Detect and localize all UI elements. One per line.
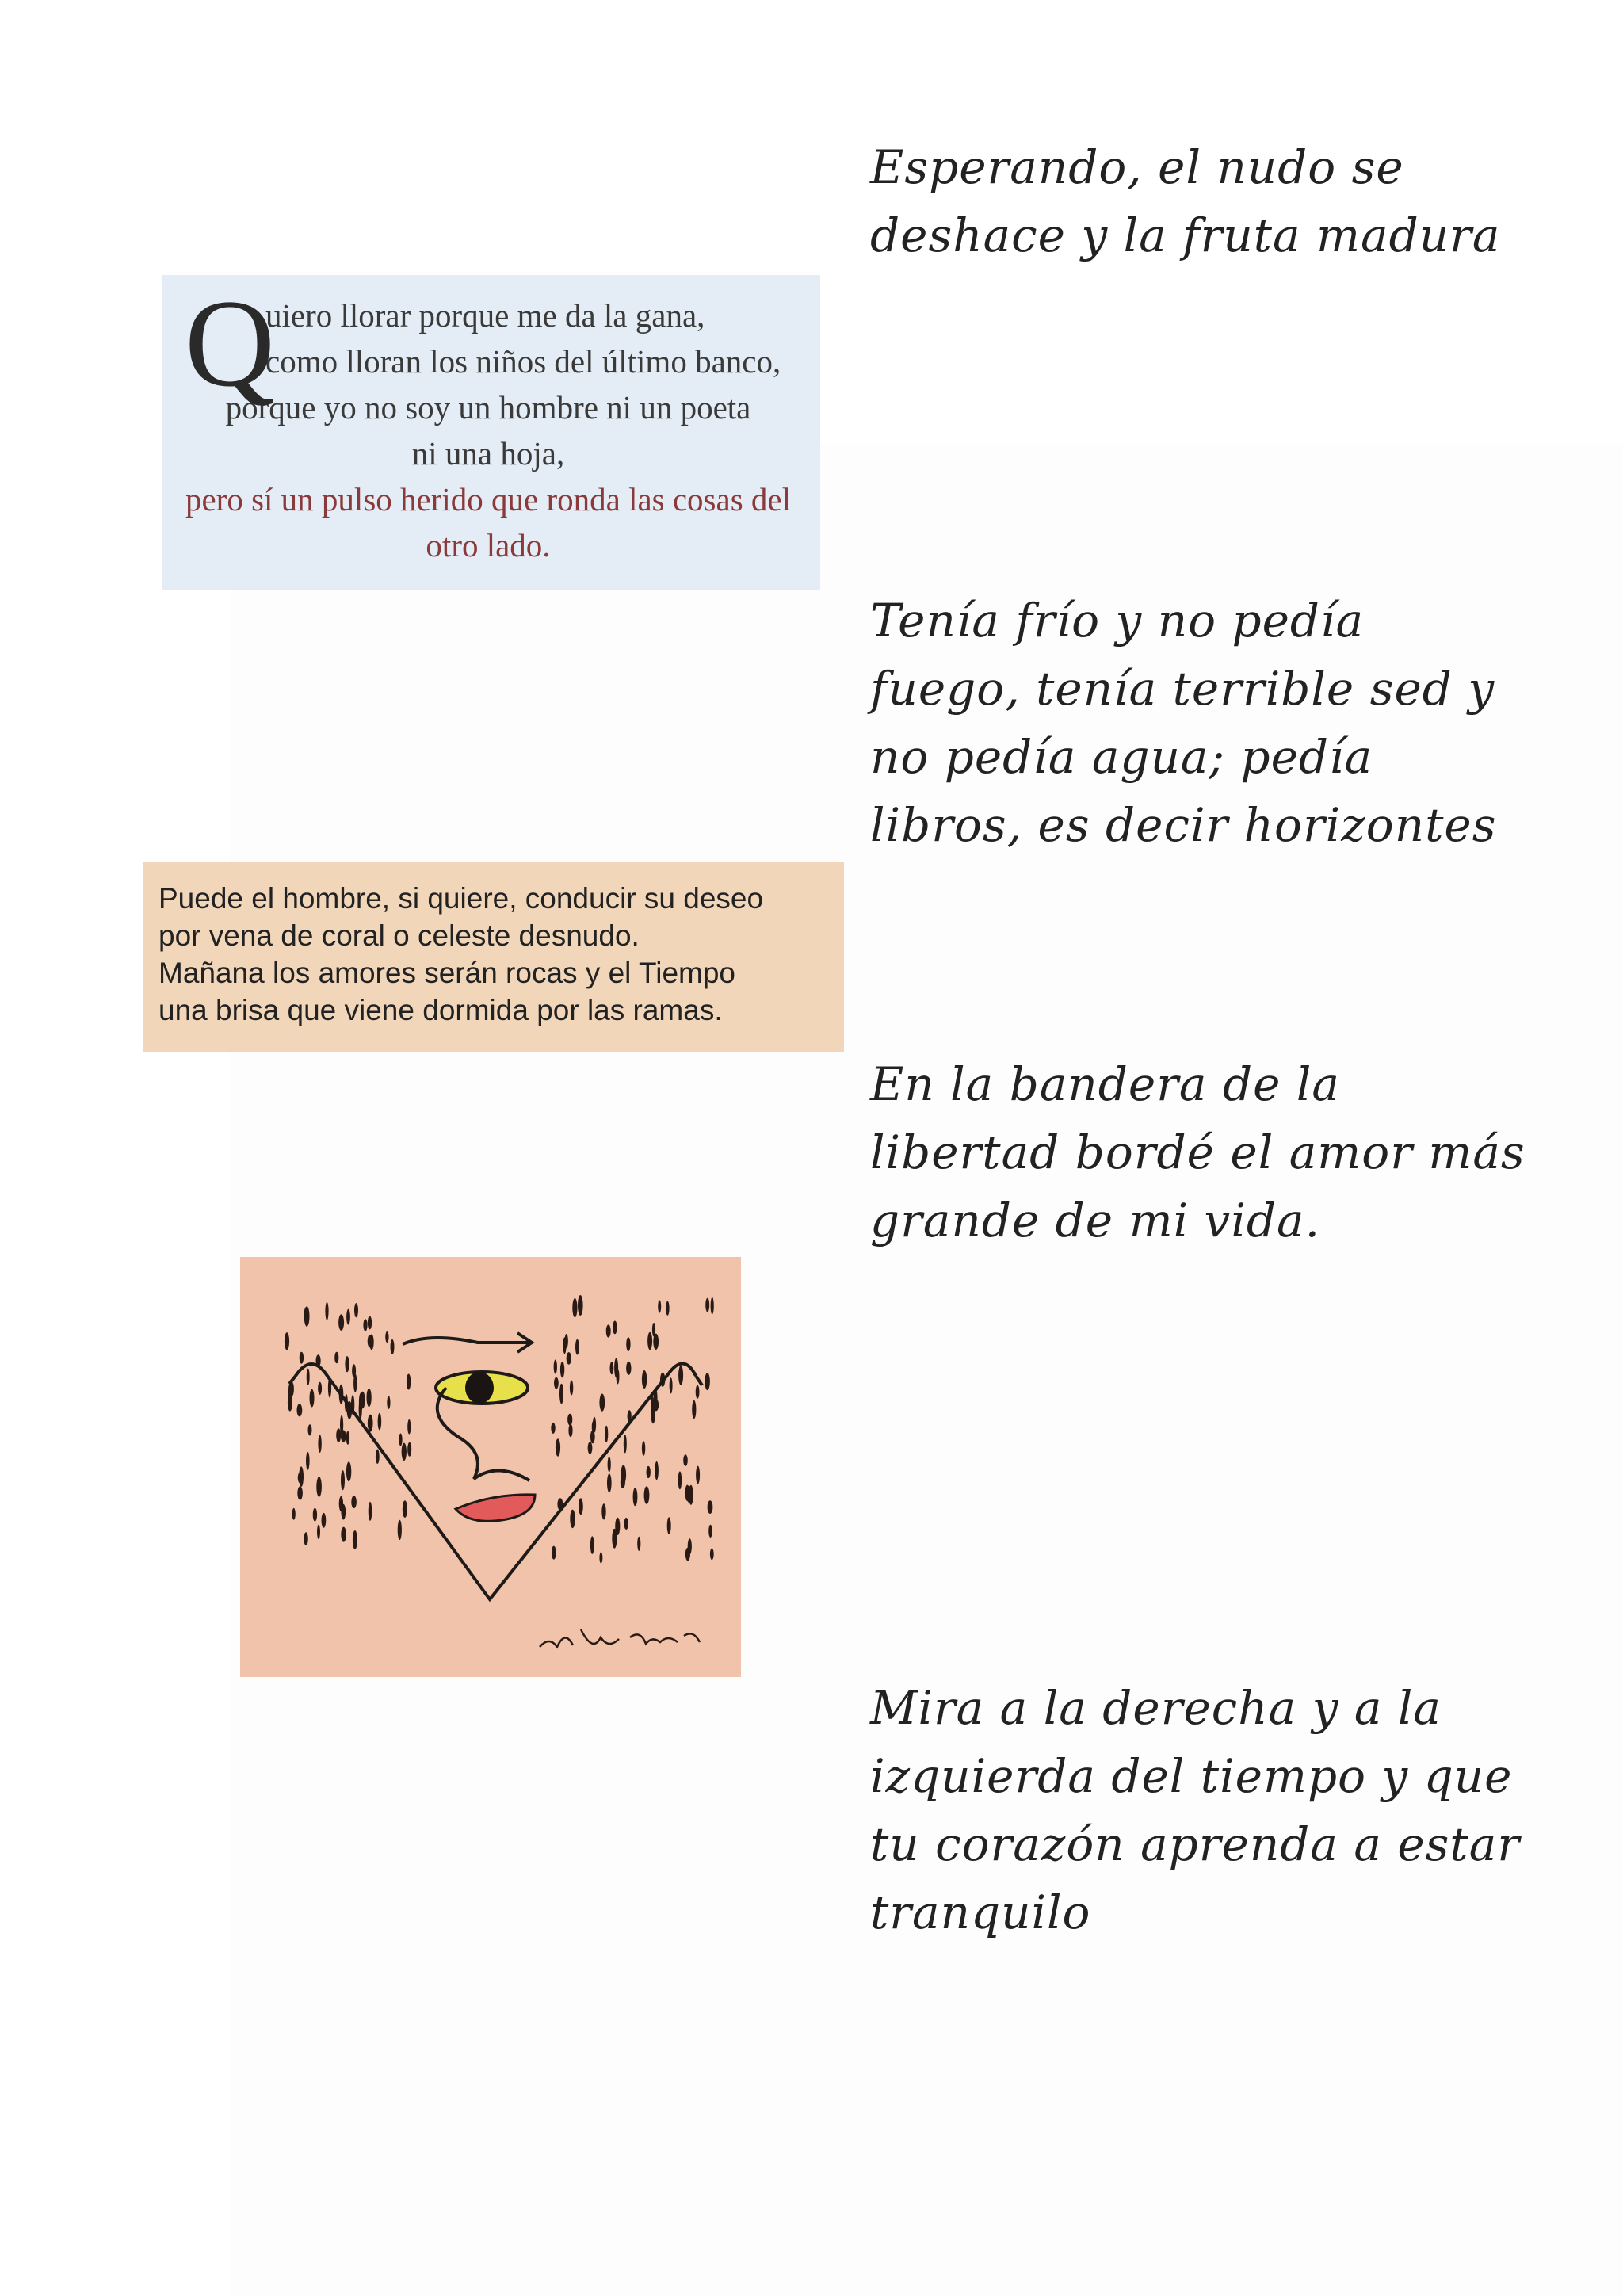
hair-stroke [570, 1510, 575, 1529]
hair-stroke [359, 1399, 362, 1419]
hair-stroke [322, 1513, 327, 1528]
hair-stroke [346, 1461, 351, 1481]
face-drawing [240, 1257, 741, 1677]
hair-stroke [613, 1321, 617, 1335]
hair-stroke [399, 1434, 402, 1446]
hair-stroke [605, 1426, 608, 1442]
hair-stroke [642, 1370, 647, 1389]
hair-stroke [711, 1297, 714, 1315]
poem-line: ni una hoja, [411, 435, 565, 472]
hair-stroke [336, 1428, 341, 1442]
hair-stroke [369, 1502, 372, 1521]
hair-stroke [590, 1536, 594, 1554]
lips [456, 1495, 535, 1522]
hair-stroke [670, 1377, 673, 1393]
hair-stroke [407, 1419, 411, 1435]
hair-stroke [633, 1488, 638, 1506]
hair-stroke [304, 1308, 307, 1319]
poem-line: como lloran los niños del último banco, [265, 343, 781, 380]
hair-stroke [552, 1546, 556, 1560]
hair-stroke [644, 1486, 650, 1504]
hair-stroke [403, 1500, 407, 1518]
hair-stroke [338, 1314, 344, 1331]
hair-stroke [683, 1454, 688, 1466]
hair-stroke [363, 1319, 367, 1331]
quote-text: En la bandera de la libertad bordé el amor más grande de mi vida. [870, 1057, 1526, 1247]
hair-stroke [368, 1335, 372, 1347]
hair-stroke [288, 1382, 292, 1403]
hair-stroke [378, 1413, 382, 1431]
hair-stroke [599, 1552, 602, 1563]
hair-stroke [579, 1498, 583, 1515]
hair-stroke [624, 1435, 627, 1453]
poem-line: pero sí un pulso herido que ronda las cosas del [185, 481, 792, 518]
hair-stroke [647, 1332, 652, 1350]
hair-stroke [387, 1396, 390, 1409]
hair-stroke [316, 1477, 322, 1497]
hair-stroke [588, 1442, 593, 1454]
hair-stroke [554, 1360, 557, 1374]
hair-stroke [615, 1518, 620, 1535]
hair-stroke [678, 1471, 682, 1489]
hair-stroke [578, 1295, 583, 1316]
hair-stroke [341, 1430, 346, 1442]
hair-stroke [705, 1373, 710, 1390]
hair-stroke [407, 1374, 411, 1390]
face-drawing-svg [240, 1257, 741, 1677]
hair-stroke [599, 1394, 605, 1412]
quote-text: Esperando, el nudo se deshace y la fruta madura [870, 140, 1501, 262]
hair-stroke [300, 1352, 304, 1364]
hair-stroke [341, 1470, 345, 1490]
hair-stroke [367, 1389, 372, 1407]
hair-stroke [642, 1441, 645, 1456]
hair-stroke [708, 1525, 712, 1538]
hair-stroke [346, 1431, 349, 1445]
hair-stroke [306, 1452, 310, 1470]
hair-stroke [653, 1334, 659, 1350]
hair-stroke [353, 1530, 357, 1549]
quote-text: Tenía frío y no pedía fuego, tenía terrible sed y no pedía agua; pedía libros, es decir horizontes [870, 594, 1497, 852]
hair-stroke [647, 1466, 651, 1478]
hair-stroke [354, 1303, 358, 1317]
hair-stroke [614, 1358, 618, 1377]
hair-stroke [318, 1435, 321, 1453]
hair-stroke [658, 1300, 661, 1312]
card-line: Puede el hombre, si quiere, conducir su deseo [158, 882, 764, 915]
hair-stroke [592, 1421, 595, 1433]
hair-stroke [654, 1399, 659, 1411]
hair-stroke [568, 1424, 572, 1438]
hair-stroke [710, 1549, 714, 1561]
brow-arrow [403, 1338, 529, 1344]
hair-stroke [334, 1352, 338, 1363]
hair-stroke [696, 1466, 700, 1484]
poem-image-card [162, 275, 820, 590]
hair-stroke [626, 1362, 631, 1375]
hair-stroke [297, 1404, 303, 1416]
hair-stroke [341, 1527, 346, 1542]
poem-line: otro lado. [426, 527, 551, 563]
card-line: una brisa que viene dormida por las ramas. [158, 994, 723, 1026]
hair-stroke [621, 1477, 625, 1488]
hair-stroke [313, 1508, 317, 1522]
hair-stroke [637, 1537, 640, 1551]
hair-stroke [310, 1389, 315, 1408]
hair-stroke [292, 1508, 296, 1520]
hair-stroke [304, 1532, 307, 1545]
hair-stroke [325, 1302, 328, 1320]
hair-stroke [299, 1466, 304, 1487]
hair-stroke [391, 1339, 395, 1354]
poem-line: porque yo no soy un hombre ni un poeta [225, 389, 751, 426]
poem-line: uiero llorar porque me da la gana, [265, 297, 705, 334]
hair-stroke [559, 1384, 563, 1404]
card-line: Mañana los amores serán rocas y el Tiempo [158, 957, 736, 989]
hair-stroke [385, 1331, 388, 1343]
card-line: por vena de coral o celeste desnudo. [158, 919, 640, 952]
hair-stroke [655, 1461, 659, 1480]
hair-stroke [368, 1316, 372, 1330]
hair-stroke [567, 1414, 572, 1426]
hair-stroke [607, 1473, 612, 1492]
hair-stroke [351, 1496, 357, 1508]
hair-stroke [667, 1517, 671, 1534]
hair-stroke [346, 1309, 350, 1325]
hair-stroke [572, 1298, 577, 1317]
hair-stroke [551, 1423, 555, 1434]
drop-cap: Q [185, 274, 276, 413]
hair-stroke [556, 1438, 560, 1456]
hair-stroke [705, 1298, 709, 1312]
hair-stroke [352, 1364, 356, 1377]
hair-stroke [601, 1503, 605, 1519]
hair-stroke [678, 1366, 683, 1385]
hair-stroke [345, 1356, 349, 1372]
hair-stroke [692, 1400, 696, 1419]
hair-stroke [567, 1352, 571, 1365]
hair-stroke [606, 1324, 611, 1337]
hair-stroke [368, 1415, 373, 1432]
hair-stroke [318, 1382, 322, 1395]
hair-stroke [308, 1424, 312, 1435]
hair-stroke [402, 1443, 407, 1461]
hair-stroke [297, 1486, 303, 1499]
hair-stroke [686, 1486, 691, 1503]
hair-stroke [407, 1442, 411, 1457]
hair-stroke [285, 1332, 289, 1350]
hair-stroke [575, 1339, 579, 1355]
hair-stroke [554, 1377, 559, 1389]
hair-stroke [624, 1518, 628, 1530]
hair-stroke [626, 1337, 630, 1351]
hair-stroke [696, 1385, 700, 1399]
hair-stroke [688, 1538, 692, 1554]
hair-stroke [563, 1337, 566, 1354]
hair-stroke [341, 1504, 346, 1520]
hair-stroke [570, 1381, 573, 1396]
hair-stroke [608, 1457, 611, 1472]
pupil [465, 1372, 494, 1404]
quote-image-card [143, 862, 844, 1052]
quote-text: Mira a la derecha y a la izquierda del tiempo y que tu corazón aprenda a estar tranquilo [870, 1681, 1521, 1939]
hair-stroke [708, 1500, 713, 1514]
hair-stroke [666, 1301, 669, 1316]
hair-stroke [317, 1525, 320, 1539]
hair-stroke [560, 1362, 564, 1377]
hair-stroke [610, 1362, 614, 1374]
hair-stroke [398, 1520, 402, 1540]
hair-stroke [376, 1450, 380, 1464]
hair-stroke [307, 1369, 310, 1385]
